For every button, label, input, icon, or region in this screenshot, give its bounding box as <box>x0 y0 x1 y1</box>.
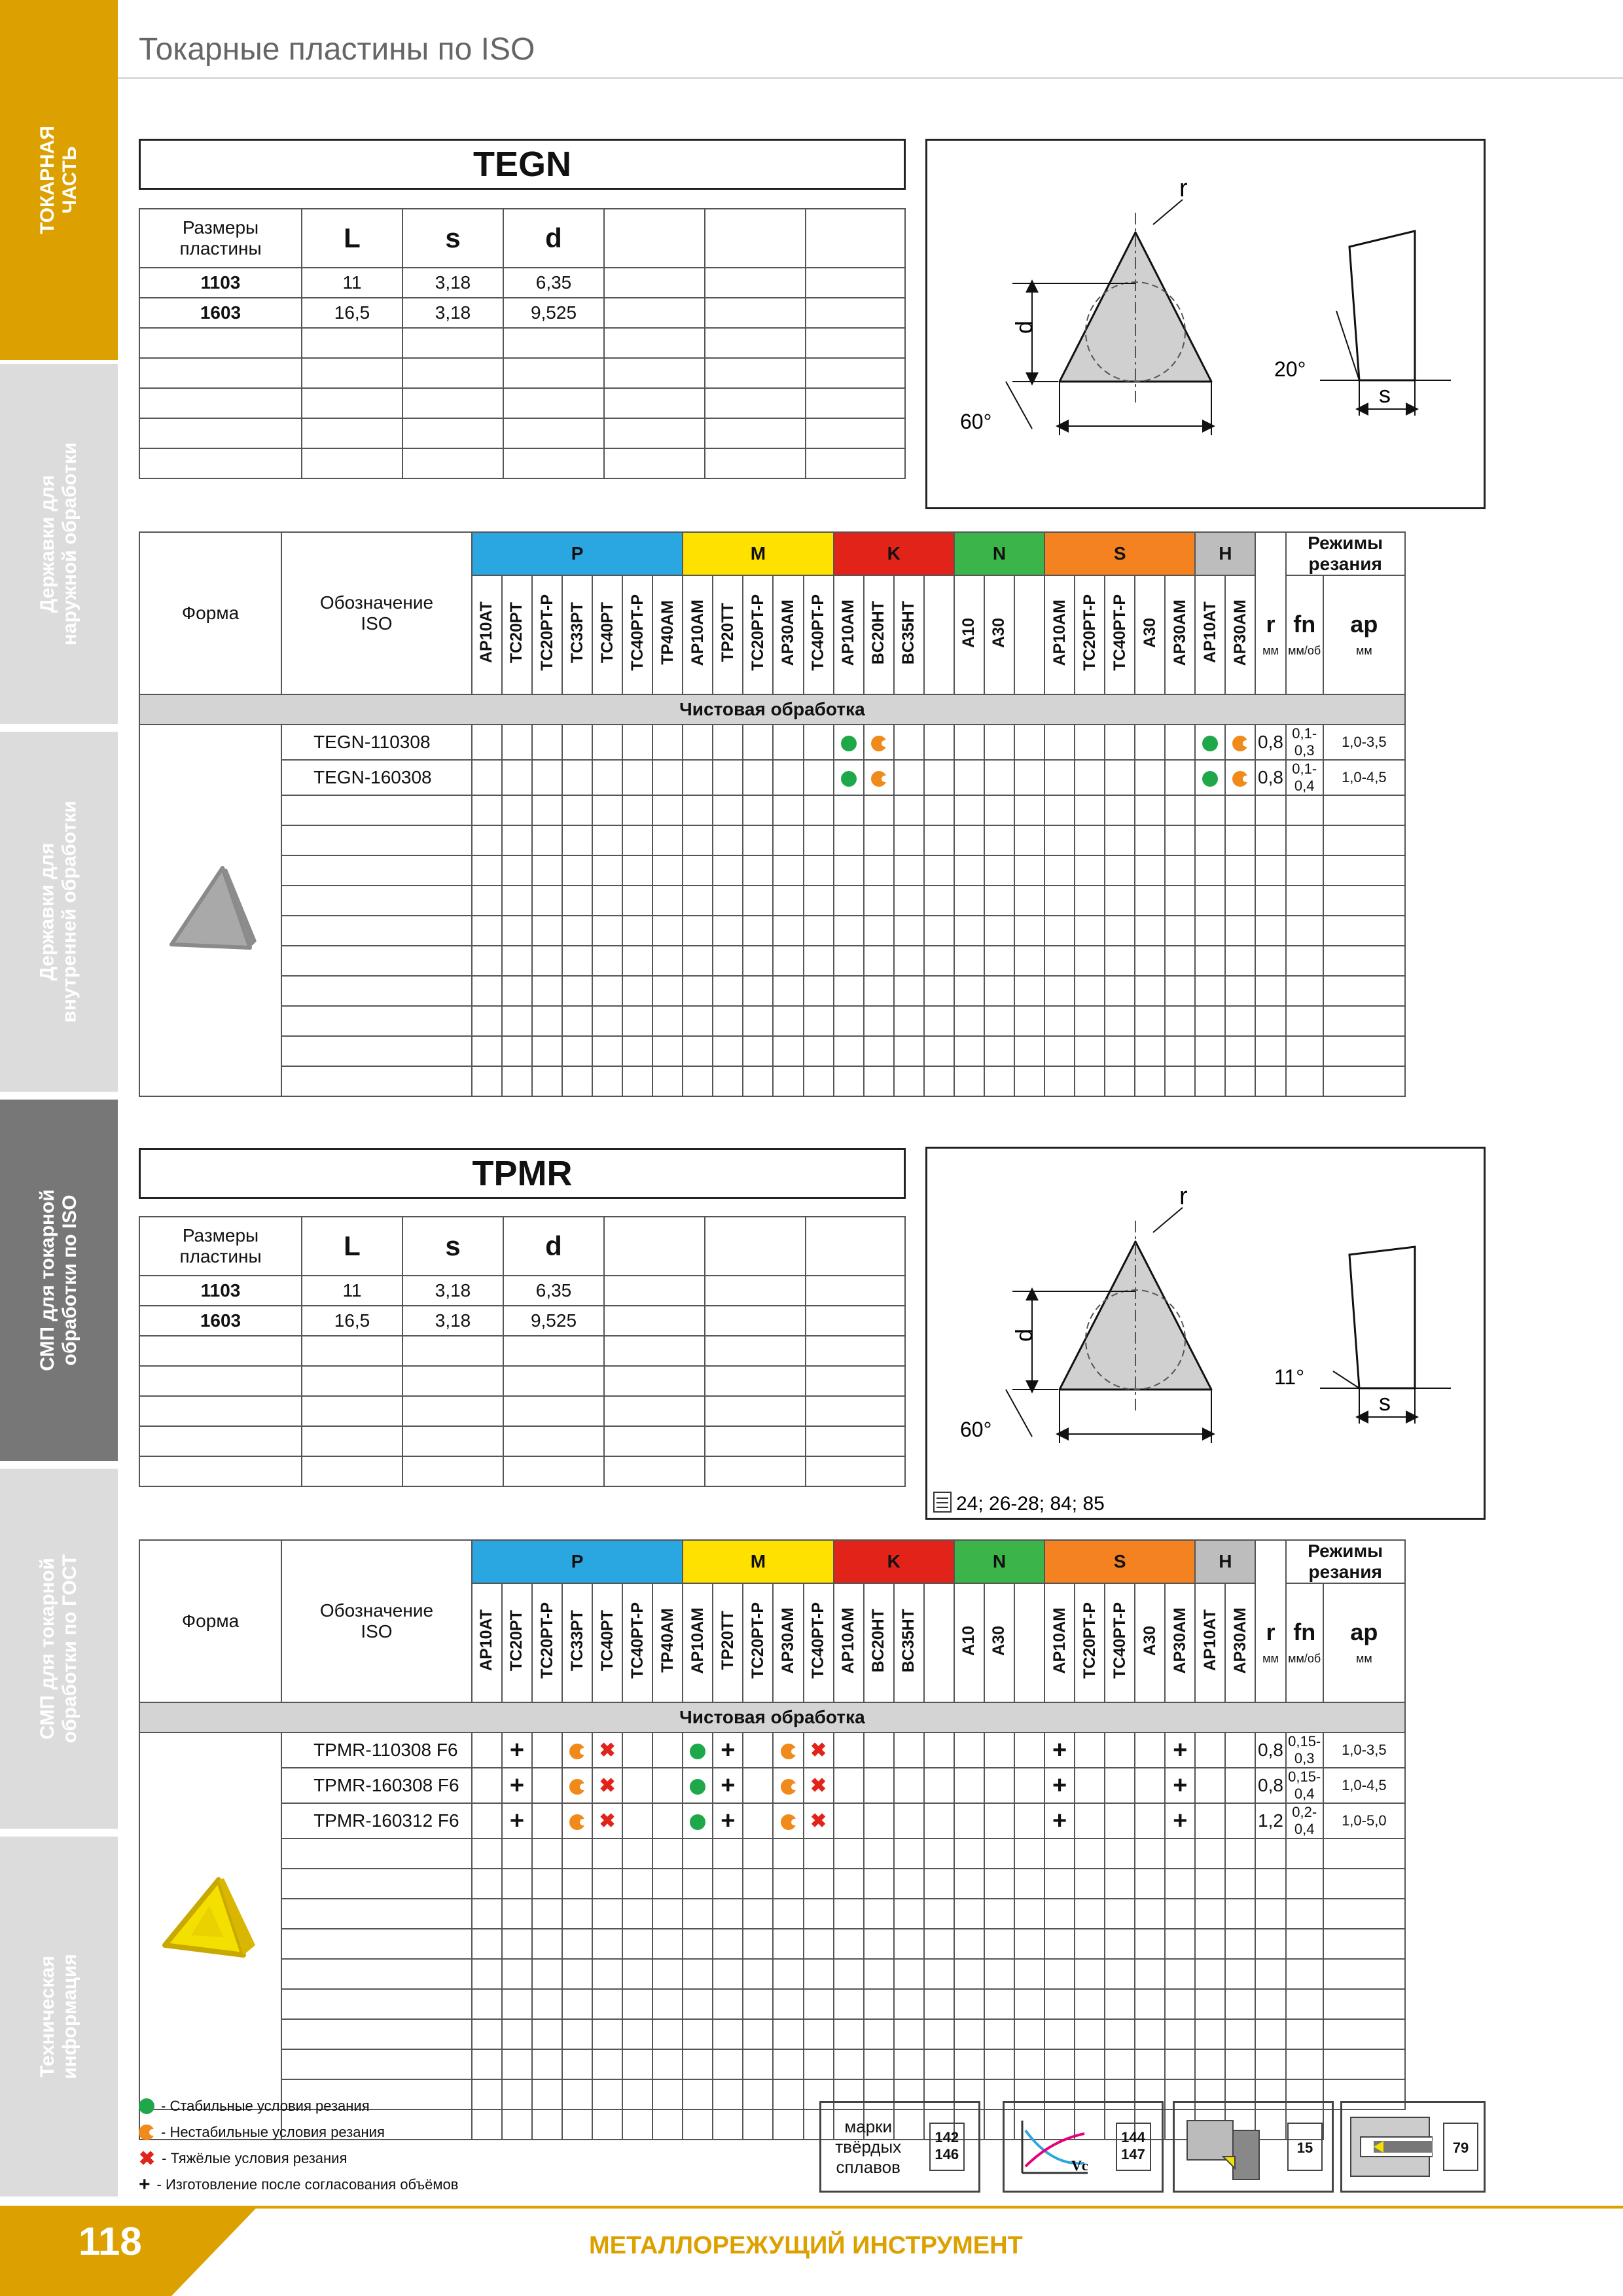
tpmr-name-box: TPMR <box>139 1148 906 1199</box>
document-icon <box>934 1492 951 1512</box>
footer-brand: МЕТАЛЛОРЕЖУЩИЙ ИНСТРУМЕНТ <box>589 2232 1023 2259</box>
tegn-grades-table: Форма Обозначение ISO P M K N S H Режимы резания AP10AT TC20PT TC20PT-P TC33PT TC40PT TC40PT-P TP40AM AP10AM TP20TT TC20PT-P AP30AM TC40PT-P AP10AM BC20HT BC35HT A10 A30 AP10AM TC20PT-P TC40PT-P A30 AP30AM AP10AT AP30AM r мм fn мм/об ap мм Чистовая обработка TEGN-110308 0,8 0,1-0,3 1,0-3,5 TEGN-160308 0,8 0,1-0,4 1,0-4,5 <box>139 531 1486 1097</box>
page-number: 118 <box>79 2219 142 2263</box>
group-S: S <box>1044 532 1195 575</box>
dims-header: Размеры пластины <box>139 209 302 268</box>
insert-dimension-drawing <box>927 141 1484 507</box>
sidebar-tab-external-holders[interactable]: Державки для наружной обработки <box>0 364 118 724</box>
group-K: K <box>834 532 954 575</box>
boring-bar-icon <box>1347 2111 1433 2183</box>
dim-d: d <box>1010 320 1037 334</box>
ref-holder-box[interactable]: 15 <box>1173 2101 1334 2193</box>
sidebar-tab-tech-info[interactable]: Техническая информация <box>0 1837 118 2197</box>
ref-grades-box[interactable]: марки твёрдых сплавов 142 146 <box>819 2101 980 2193</box>
table-row: TPMR-160312 F6 + ✖ + ✖ + + 1,2 0,2-0,4 1,0-5,0 <box>139 1803 1485 1839</box>
insert-image <box>139 1732 281 2109</box>
tpmr-drawing <box>925 1147 1486 1520</box>
sidebar-tab-gost-inserts[interactable]: СМП для токарной обработки по ГОСТ <box>0 1469 118 1829</box>
dim-r: r <box>1179 175 1188 202</box>
svg-text:11°: 11° <box>1274 1365 1305 1389</box>
plus-icon: + <box>139 2174 151 2195</box>
table-row: 1603 16,5 3,18 9,525 <box>139 1306 905 1336</box>
legend-item: + - Изготовление после согласования объёмов <box>139 2174 459 2195</box>
form-header: Форма <box>139 532 281 694</box>
group-N: N <box>954 532 1044 575</box>
table-row: TPMR-160308 F6 + ✖ + ✖ + + 0,8 0,15-0,4 1,0-4,5 <box>139 1768 1485 1803</box>
ref-vc-box[interactable]: Vc 144 147 <box>1003 2101 1164 2193</box>
svg-text:60°: 60° <box>960 1418 992 1441</box>
table-row: TEGN-110308 0,8 0,1-0,3 1,0-3,5 <box>139 725 1485 760</box>
page-title: Токарные пластины по ISO <box>139 32 535 67</box>
tegn-dims-table <box>139 208 906 479</box>
tegn-drawing <box>925 139 1486 509</box>
sidebar-tab-iso-inserts[interactable]: СМП для токарной обработки по ISO <box>0 1100 118 1461</box>
legend <box>139 2093 458 2198</box>
dim-angle: 60° <box>960 410 992 433</box>
legend-item: - Нестабильные условия резания <box>139 2119 458 2145</box>
external-holder-icon <box>1184 2111 1269 2183</box>
dim-s: s <box>1379 381 1391 408</box>
table-row: 1103 11 3,18 6,35 <box>139 268 905 298</box>
tegn-name-box: TEGN <box>139 139 906 190</box>
col-d: d <box>503 209 604 268</box>
tpmr-grades-table: Форма Обозначение ISO P M K N S H Режимы резания AP10AT TC20PT TC20PT-P TC33PT TC40PT TC40PT-P TP40AM AP10AM TP20TT TC20PT-P AP30AM TC40PT-P AP10AM BC20HT BC35HT A10 A30 AP10AM TC20PT-P TC40PT-P A30 AP30AM AP10AT AP30AM r мм fn мм/об ap мм Чистовая обработка TPMR-110308 F6 + ✖ + ✖ + + 0,8 0,15-0,3 1,0-3,5 TPMR-160308 F6 + ✖ + ✖ + + 0,8 0,15-0,4 1,0-4,5 TPMR-160312 F6 + ✖ + ✖ + + 1,2 0,2-0,4 1,0-5,0 <box>139 1539 1486 2140</box>
insert-dimension-drawing <box>927 1149 1484 1518</box>
sidebar-tab-internal-holders[interactable]: Державки для внутренней обработки <box>0 732 118 1092</box>
vc-chart-icon <box>1016 2114 1094 2179</box>
table-row: 1603 16,5 3,18 9,525 <box>139 298 905 328</box>
table-row: TPMR-110308 F6 + ✖ + ✖ + + 0,8 0,15-0,3 1,0-3,5 <box>139 1732 1485 1768</box>
page-ref-icon: 142 146 <box>929 2123 965 2171</box>
dim-clearance-angle: 20° <box>1274 357 1306 381</box>
legend-item: ✖ - Тяжёлые условия резания <box>139 2147 348 2170</box>
iso-header: Обозначение ISO <box>281 532 472 694</box>
tpmr-dims-table: Размеры пластины L s d 1103 11 3,18 6,35 1603 16,5 3,18 9,525 <box>139 1216 906 1487</box>
sidebar <box>0 0 118 2296</box>
group-H: H <box>1195 532 1255 575</box>
svg-text:r: r <box>1179 1183 1188 1210</box>
group-P: P <box>472 532 683 575</box>
footer <box>0 2206 1623 2296</box>
table-row: TEGN-160308 0,8 0,1-0,4 1,0-4,5 <box>139 760 1485 795</box>
col-L: L <box>302 209 402 268</box>
insert-image <box>139 725 281 1096</box>
see-pages-note: 24; 26-28; 84; 85 <box>956 1493 1105 1515</box>
header-divider <box>118 77 1623 79</box>
regimes-header: Режимы резания <box>1286 532 1405 575</box>
svg-text:d: d <box>1010 1328 1037 1342</box>
orange-c-icon <box>139 2125 154 2140</box>
legend-item: - Стабильные условия резания <box>139 2093 458 2119</box>
svg-text:s: s <box>1379 1389 1391 1416</box>
svg-text:Vc: Vc <box>1071 2157 1088 2174</box>
col-s: s <box>402 209 503 268</box>
section-finishing: Чистовая обработка <box>139 694 1405 725</box>
sidebar-tab-turning[interactable]: ТОКАРНАЯ ЧАСТЬ <box>0 0 118 360</box>
table-row: 1103 11 3,18 6,35 <box>139 1276 905 1306</box>
green-dot-icon <box>139 2098 154 2114</box>
red-x-icon: ✖ <box>139 2147 156 2170</box>
ref-boring-box[interactable]: 79 <box>1340 2101 1486 2193</box>
group-M: M <box>683 532 833 575</box>
